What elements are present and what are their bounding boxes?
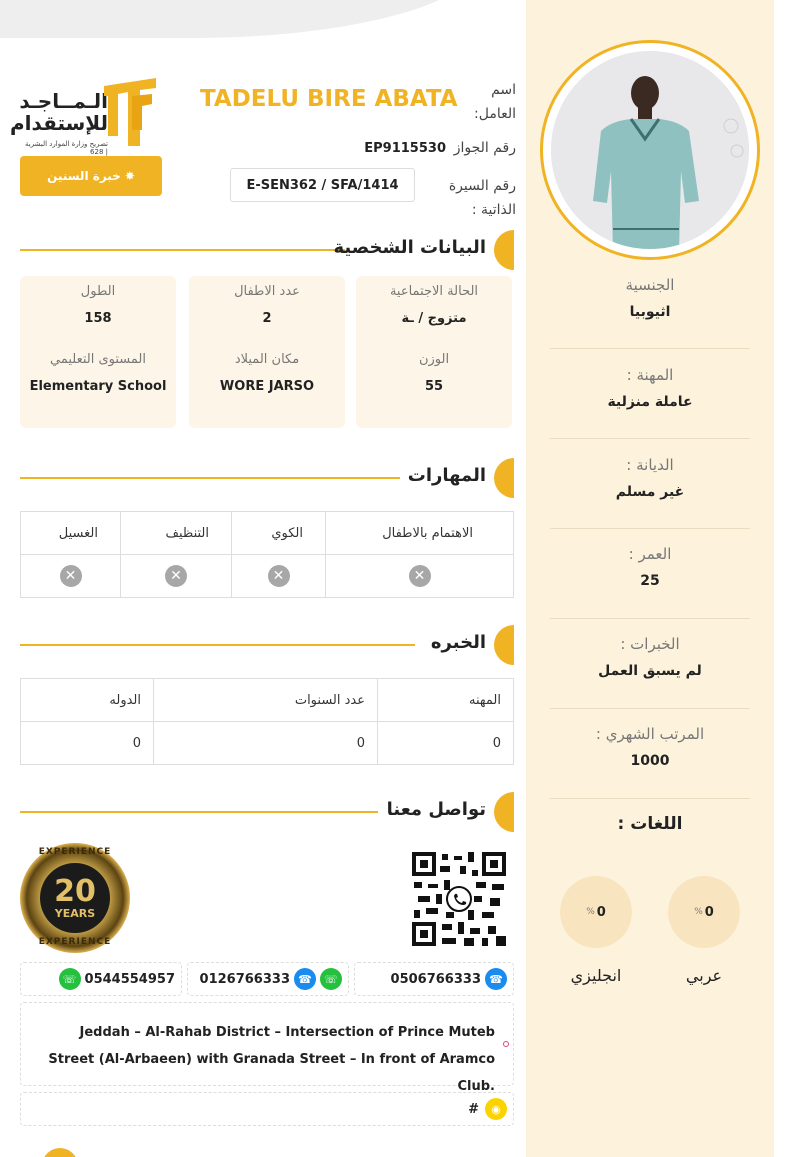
passport-label: رقم الجواز	[453, 140, 516, 156]
cv-value: E-SEN362 / SFA/1414	[246, 177, 399, 193]
phone-number-1[interactable]: 0506766333	[390, 971, 481, 987]
arabic-label: عربي	[685, 966, 723, 985]
religion-label: الديانة :	[626, 456, 674, 474]
close-icon: ✕	[60, 565, 82, 587]
skills-title: المهارات	[407, 465, 486, 486]
medal-top-text: EXPERIENCE	[38, 847, 112, 857]
phone-icon[interactable]: ☎	[485, 968, 507, 990]
experience-table	[20, 678, 514, 765]
experience-button[interactable]: ✸ خبرة السنين	[20, 156, 162, 196]
birthplace-card	[189, 344, 345, 428]
phone-box-3[interactable]	[20, 962, 182, 996]
religion-value: غير مسلم	[615, 484, 685, 500]
weight-card	[356, 344, 512, 428]
age-label: العمر :	[628, 545, 672, 563]
skills-section-header	[20, 458, 514, 498]
close-icon: ✕	[409, 565, 431, 587]
skill-washing-header: الغسيل	[21, 512, 121, 555]
nationality-label: الجنسية	[625, 276, 675, 294]
education-value: Elementary School	[29, 379, 167, 394]
skill-childcare-header: الاهتمام بالاطفال	[326, 512, 514, 555]
worker-photo	[540, 40, 760, 260]
phone-box-1[interactable]	[354, 962, 514, 996]
birthplace-value: WORE JARSO	[219, 379, 315, 394]
logo-license: تصريح وزارة الموارد البشرية 628 |	[25, 140, 108, 156]
marital-value: متزوج / ـة	[401, 311, 467, 326]
star-icon: ✸	[124, 169, 135, 183]
birthplace-label: مكان الميلاد	[234, 352, 300, 367]
snapchat-handle[interactable]: #	[468, 1101, 479, 1117]
education-label: المستوى التعليمي	[50, 352, 146, 367]
exp-country-header: الدوله	[21, 679, 154, 722]
medal-years: YEARS	[54, 906, 96, 920]
height-value: 158	[84, 311, 112, 326]
close-icon: ✕	[165, 565, 187, 587]
profession-label: المهنة :	[626, 366, 674, 384]
exp-years-header: عدد السنوات	[154, 679, 378, 722]
close-icon: ✕	[268, 565, 290, 587]
skill-ironing-header: الكوي	[232, 512, 326, 555]
personal-title: البيانات الشخصية	[333, 237, 486, 258]
snapchat-box[interactable]	[20, 1092, 514, 1126]
contact-section-header	[20, 792, 514, 832]
passport-value: EP9115530	[364, 141, 446, 156]
age-value: 25	[640, 573, 660, 589]
name-label: اسم العامل:	[474, 82, 516, 122]
exp-years-value: 0	[154, 722, 378, 765]
medal-number: 20	[54, 873, 96, 909]
english-label: انجليزي	[570, 966, 622, 985]
logo-name-line1: الـمــاجـد	[19, 89, 108, 113]
medal-bottom-text: EXPERIENCE	[38, 937, 112, 947]
exp-country-value: 0	[21, 722, 154, 765]
profession-block	[550, 366, 750, 410]
profession-value: عاملة منزلية	[607, 394, 693, 410]
salary-label: المرتب الشهري :	[595, 725, 705, 743]
languages-title: اللغات :	[617, 814, 683, 834]
children-label: عدد الاطفال	[234, 284, 300, 299]
snapchat-icon[interactable]: ◉	[485, 1098, 507, 1120]
skills-table	[20, 511, 514, 598]
nationality-value: اثيوبيا	[629, 304, 671, 320]
bottom-decoration	[42, 1148, 78, 1157]
logo-name-line2: للإستقدام	[10, 111, 108, 135]
personal-section-header	[20, 230, 514, 270]
logo-mark-icon	[96, 76, 164, 148]
address-text: Jeddah – Al-Rahab District – Intersection of Prince Muteb Street (Al-Arbaeen) with Granada Street – In front of Aramco Club.	[48, 1025, 495, 1094]
experience-label: الخبرات :	[620, 635, 680, 653]
cv-label: رقم السيرة الذاتية :	[448, 178, 516, 218]
nationality-block	[550, 276, 750, 320]
marital-label: الحالة الاجتماعية	[389, 284, 479, 299]
whatsapp-icon[interactable]: ☏	[320, 968, 342, 990]
cv-number-box	[230, 168, 415, 202]
experience-section-header	[20, 625, 514, 665]
sidebar	[526, 0, 774, 1157]
age-block	[550, 545, 750, 589]
phone-icon[interactable]: ☎	[294, 968, 316, 990]
english-level: % 0	[560, 876, 632, 948]
salary-block	[550, 725, 750, 769]
religion-block	[550, 456, 750, 500]
experience-medal	[20, 843, 130, 953]
exp-profession-header: المهنه	[378, 679, 514, 722]
worker-figure-icon	[551, 51, 749, 249]
experience-block	[550, 635, 750, 679]
worker-name: TADELU BIRE ABATA	[200, 86, 458, 112]
location-pin-icon	[503, 1041, 509, 1047]
whatsapp-icon[interactable]: ☏	[59, 968, 81, 990]
phone-number-3[interactable]: 0544554957	[84, 971, 175, 987]
education-card	[20, 344, 176, 428]
height-label: الطول	[80, 284, 116, 299]
company-logo	[10, 76, 164, 156]
arabic-level: % 0	[668, 876, 740, 948]
exp-profession-value: 0	[378, 722, 514, 765]
address-box	[20, 1002, 514, 1094]
phone-box-2[interactable]	[187, 962, 349, 996]
salary-value: 1000	[630, 753, 670, 769]
weight-label: الوزن	[418, 352, 450, 367]
skill-cleaning-header: التنظيف	[121, 512, 232, 555]
experience-title: الخبره	[430, 632, 486, 653]
contact-title: تواصل معنا	[386, 799, 486, 820]
children-value: 2	[262, 311, 272, 326]
phone-number-2[interactable]: 0126766333	[199, 971, 290, 987]
qr-code-icon[interactable]	[412, 852, 506, 946]
experience-value: لم يسبق العمل	[598, 663, 702, 679]
weight-value: 55	[424, 379, 444, 394]
top-decoration	[0, 0, 480, 38]
